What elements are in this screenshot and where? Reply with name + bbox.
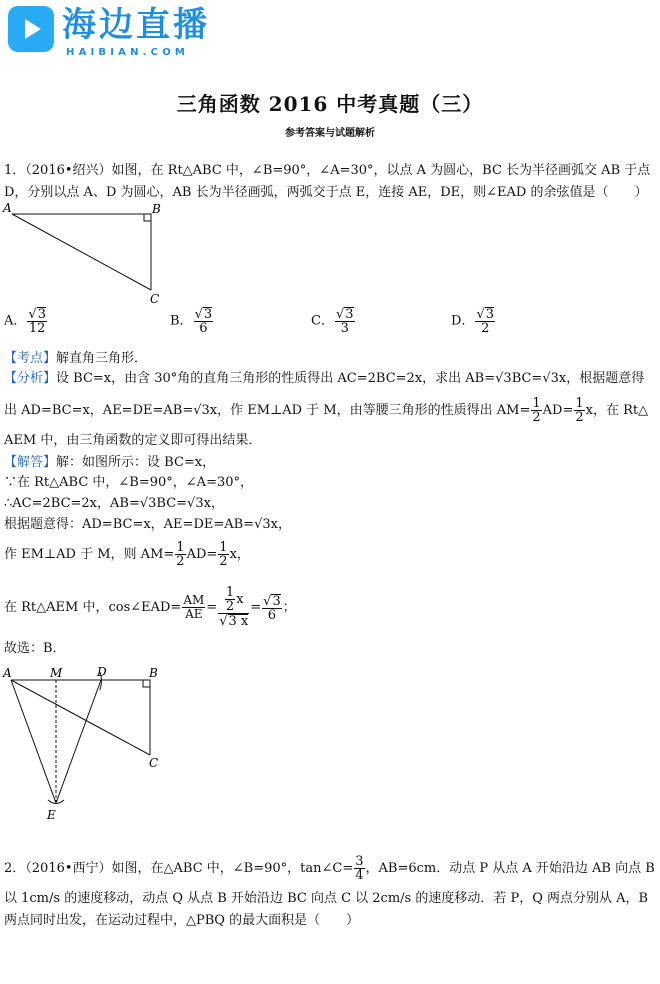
q1-line2: D，分别以点 A、D 为圆心，AB 长为半径画弧，两弧交于点 E，连接 AE，DE，则∠EAD 的余弦值是（ ） (4, 185, 648, 200)
fig2-right-angle (143, 680, 150, 687)
q1-line1: 1．（2016•绍兴）如图，在 Rt△ABC 中，∠B=90°，∠A=30°，以点 A 为圆心，BC 长为半径画弧交 AB 于点 (4, 163, 651, 178)
q2-line2: 以 1cm/s 的速度移动，动点 Q 从点 B 开始沿边 BC 向点 C 以 2cm/s 的速度移动．若 P，Q 两点分别从 A，B (4, 891, 649, 906)
q1-jieda-line4: 根据题意得：AD=BC=x，AE=DE=AB=√3x， (4, 517, 291, 532)
q1-fenxi-line3: AEM 中，由三角函数的定义即可得出结果． (4, 433, 262, 448)
fig1-side-ac (12, 214, 151, 290)
kaodian-tag: 【考点】 (4, 351, 57, 366)
fig2-label-d: D (97, 665, 107, 679)
fig2-label-c: C (149, 756, 159, 770)
q1-kaodian: 【考点】解直角三角形． (4, 351, 148, 366)
q1-jieda-line5: 作 EM⊥AD 于 M，则 AM= $\frac{1}{2}$ AD= $\frac{1}{2}$ x， (4, 540, 250, 569)
fig2-side-ae (11, 680, 56, 803)
play-icon (25, 19, 41, 39)
q1-jieda-line3: ∴AC=2BC=2x，AB=√3BC=√3x， (4, 496, 224, 511)
fig1-right-angle (144, 214, 151, 221)
q1-figure-1 (0, 200, 180, 308)
fig2-label-a: A (3, 666, 12, 680)
fig2-label-e: E (47, 808, 56, 822)
fig2-side-ac (11, 680, 150, 755)
fig2-label-m: M (50, 666, 63, 680)
jieda-tag: 【解答】 (4, 455, 57, 470)
fig1-label-b: B (152, 202, 161, 216)
q1-answer: 故选：B． (4, 641, 66, 656)
page-title: 三角函数 2016 中考真题（三） (176, 92, 484, 116)
fig2-side-de (56, 680, 101, 803)
fig1-label-c: C (150, 292, 160, 306)
q1-jieda-line1: 【解答】解：如图所示：设 BC=x， (4, 455, 216, 470)
option-b[interactable]: B． $\frac{√3}{6}$ (170, 307, 213, 336)
page-subtitle: 参考答案与试题解析 (285, 128, 375, 139)
brand-sub: HAIBIAN.COM (66, 47, 190, 58)
fenxi-tag: 【分析】 (4, 371, 57, 386)
fig1-label-a: A (3, 201, 12, 215)
logo-badge (8, 6, 54, 52)
brand-name: 海边直播 (62, 5, 210, 45)
q2-line1: 2．（2016•西宁）如图，在△ABC 中，∠B=90°，tan∠C= $\frac{3}{4}$ ，AB=6cm．动点 P 从点 A 开始沿边 AB 向点 B (4, 854, 655, 883)
q1-jieda-line2: ∵在 Rt△ABC 中，∠B=90°，∠A=30°， (4, 475, 253, 490)
option-d[interactable]: D． $\frac{√3}{2}$ (451, 307, 495, 336)
q1-fenxi-line1: 【分析】设 BC=x，由含 30°角的直角三角形的性质得出 AC=2BC=2x，求出 AB=√3BC=√3x，根据题意得 (4, 371, 645, 386)
option-c[interactable]: C． $\frac{√3}{3}$ (311, 307, 354, 336)
q1-figure-2 (0, 660, 180, 825)
fig2-label-b: B (149, 666, 158, 680)
option-a[interactable]: A． $\frac{√3}{12}$ (4, 307, 46, 336)
q1-jieda-line6: 在 Rt△AEM 中，cos∠EAD= $\frac{AM}{AE}$ = $\frac{1}{2}$ x √3 x = $\frac{√3}{6}$ ； (4, 585, 296, 629)
q2-line3: 两点同时出发，在运动过程中，△PBQ 的最大面积是（ ） (4, 913, 360, 928)
q1-fenxi-line2: 出 AD=BC=x，AE=DE=AB=√3x，作 EM⊥AD 于 M，由等腰三角形的性质得出 AM= $\frac{1}{2}$ AD= $\frac{1}{2}$ x，在 Rt△ (4, 396, 649, 425)
